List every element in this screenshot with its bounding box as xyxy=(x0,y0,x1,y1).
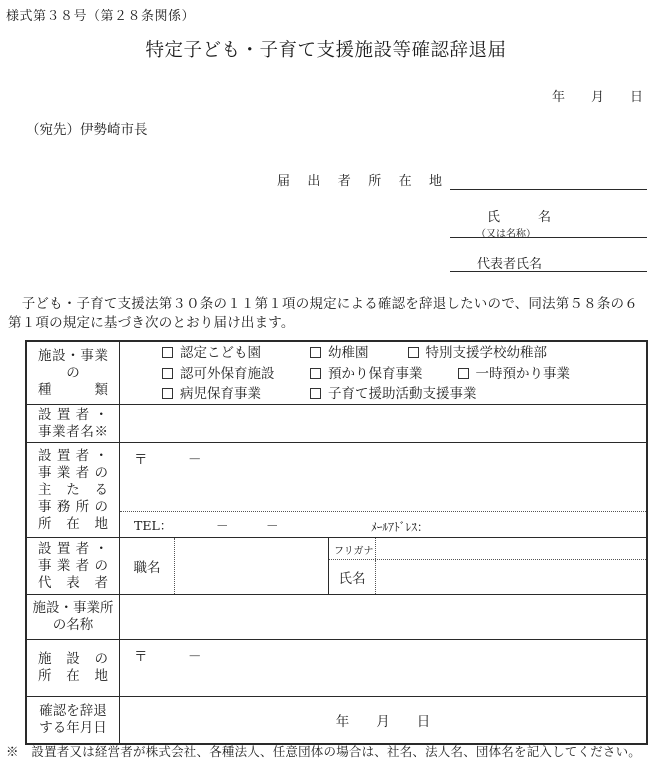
page-title: 特定子ども・子育て支援施設等確認辞退届 xyxy=(145,40,507,61)
tel-field[interactable]: TEL： － － xyxy=(134,517,279,533)
job-title-label: 職名 xyxy=(120,538,175,594)
addressee-label: （宛先）伊勢崎市長 xyxy=(26,122,148,138)
representative-name-input[interactable] xyxy=(450,255,647,272)
body-line-2: 第１項の規定に基づき次のとおり届け出ます。 xyxy=(8,315,295,331)
checkbox-line-1 xyxy=(120,343,646,364)
office-address-label: 設置者・ 事業者の 主たる 事務所の 所在地 xyxy=(27,443,120,537)
checkbox-icon[interactable] xyxy=(408,347,419,358)
form-table xyxy=(25,340,648,745)
notifier-address-input[interactable] xyxy=(450,173,647,190)
footnote: ※ 設置者又は経営者が株式会社、各種法人、任意団体の場合は、社名、法人名、団体名を記入してください。 xyxy=(6,744,642,759)
option-tokubetsu-shien[interactable]: 特別支援学校幼稚部 xyxy=(408,345,548,361)
facility-name-label: 施設・事業所 の名称 xyxy=(27,595,120,639)
withdrawal-date-placeholder: 年 月 日 xyxy=(335,714,431,730)
facility-type-label: 施設・事業 の 種 類 xyxy=(27,342,120,404)
withdrawal-date-label: 確認を辞退 する年月日 xyxy=(27,697,120,743)
form-number: 様式第３８号（第２８条関係） xyxy=(6,9,196,24)
checkbox-icon[interactable] xyxy=(310,347,321,358)
option-kosodate-enjo[interactable]: 子育て援助活動支援事業 xyxy=(310,386,477,402)
notifier-name-input[interactable] xyxy=(450,221,647,238)
operator-name-input[interactable] xyxy=(120,405,646,442)
facility-type-options xyxy=(120,342,646,404)
name-label: 氏名 xyxy=(329,560,376,594)
checkbox-line-3 xyxy=(120,384,646,405)
name-row xyxy=(329,560,646,594)
checkbox-icon[interactable] xyxy=(310,368,321,379)
operator-name-label: 設置者・ 事業者名※ xyxy=(27,405,120,442)
table-row-withdrawal-date xyxy=(27,697,646,743)
furigana-label: フリガナ xyxy=(329,538,376,559)
body-line-1: 子ども・子育て支援法第３０条の１１第１項の規定による確認を辞退したいので、同法第５８条の６ xyxy=(8,296,638,312)
representative-name-section xyxy=(329,538,646,594)
notifier-name-label: 氏名 xyxy=(487,210,551,225)
table-row-facility-type xyxy=(27,342,646,405)
table-row-operator-name xyxy=(27,405,646,443)
checkbox-icon[interactable] xyxy=(162,368,173,379)
notifier-name-sublabel: （又は名称） xyxy=(476,229,536,240)
facility-address-input[interactable] xyxy=(120,640,646,696)
option-nintei-kodomoen[interactable]: 認定こども園 xyxy=(162,343,310,364)
furigana-row xyxy=(329,538,646,560)
submission-date-field[interactable]: 年 月 日 xyxy=(552,90,644,105)
office-address-input[interactable] xyxy=(120,443,646,537)
checkbox-icon[interactable] xyxy=(458,368,469,379)
table-row-office-address xyxy=(27,443,646,538)
body-paragraph xyxy=(8,295,648,333)
option-azukari-hoiku[interactable]: 預かり保育事業 xyxy=(310,366,423,382)
furigana-input[interactable] xyxy=(376,538,646,559)
checkbox-icon[interactable] xyxy=(162,388,173,399)
postal-code-field[interactable]: 〒 － xyxy=(134,649,202,665)
table-row-facility-name xyxy=(27,595,646,640)
checkbox-icon[interactable] xyxy=(310,388,321,399)
mail-address-field[interactable]: ﾒｰﾙｱﾄﾞﾚｽ： xyxy=(371,520,429,534)
checkbox-line-2 xyxy=(120,364,646,385)
option-ninkagai-hoiku[interactable]: 認可外保育施設 xyxy=(162,364,310,385)
name-input[interactable] xyxy=(376,560,646,594)
facility-address-label: 施設の 所在地 xyxy=(27,640,120,696)
notifier-address-label: 届出者所在地 xyxy=(277,174,442,189)
job-title-input[interactable] xyxy=(175,538,329,594)
table-row-facility-address xyxy=(27,640,646,697)
facility-name-input[interactable] xyxy=(120,595,646,639)
option-byoji-hoiku[interactable]: 病児保育事業 xyxy=(162,384,310,405)
table-row-representative xyxy=(27,538,646,595)
option-ichiji-azukari[interactable]: 一時預かり事業 xyxy=(458,366,571,382)
option-yochien[interactable]: 幼稚園 xyxy=(310,345,369,361)
representative-fields xyxy=(120,538,646,594)
postal-code-field[interactable]: 〒 － xyxy=(134,452,202,468)
withdrawal-date-input[interactable] xyxy=(120,697,646,743)
tel-strip xyxy=(120,511,646,537)
representative-name-label: 代表者氏名 xyxy=(477,257,543,272)
checkbox-icon[interactable] xyxy=(162,347,173,358)
representative-label: 設置者・ 事業者の 代表者 xyxy=(27,538,120,594)
